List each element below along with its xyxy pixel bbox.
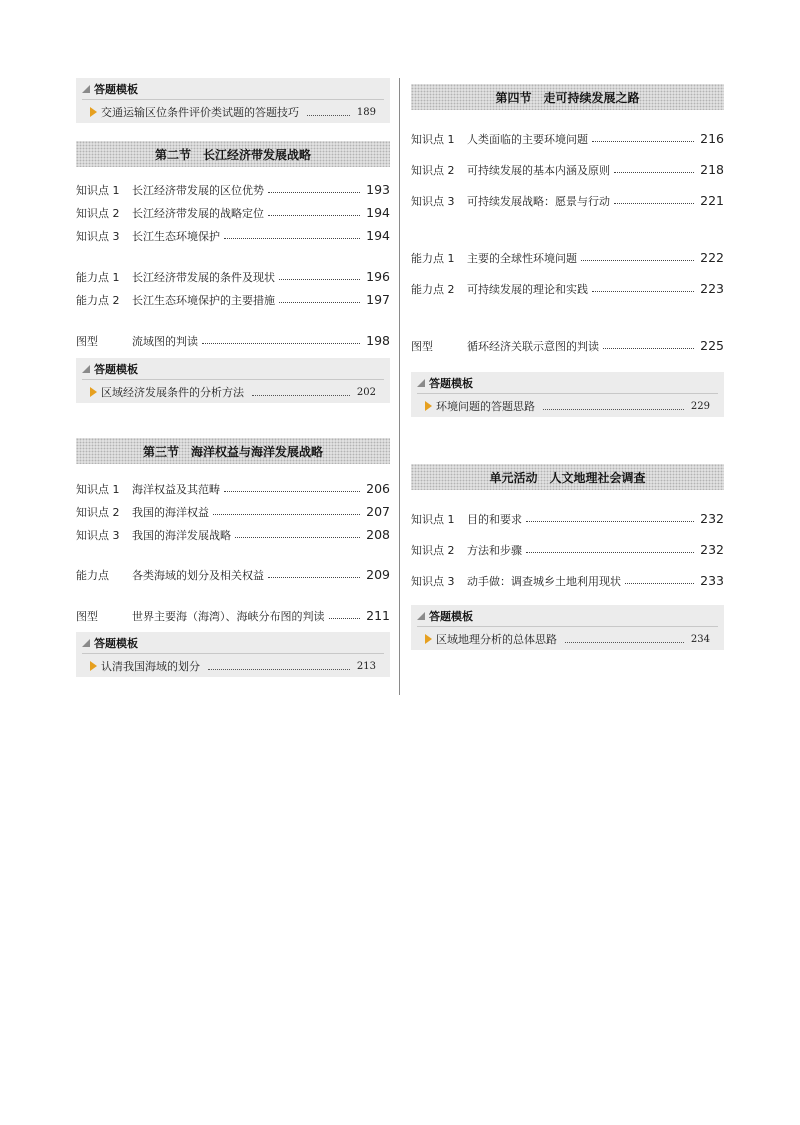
toc-entry-text: 可持续发展的理论和实践 bbox=[467, 282, 588, 296]
dot-leader bbox=[208, 669, 350, 670]
page-number: 218 bbox=[700, 162, 724, 177]
toc-entry[interactable] bbox=[76, 477, 390, 500]
dot-leader bbox=[268, 215, 360, 216]
play-arrow-icon bbox=[90, 387, 97, 397]
answer-template-box bbox=[411, 372, 724, 417]
entry-label: 知识点 2 bbox=[76, 505, 120, 519]
toc-entry-text: 目的和要求 bbox=[467, 512, 522, 526]
answer-template-box bbox=[76, 78, 390, 123]
toc-entry[interactable] bbox=[82, 104, 384, 120]
toc-entry-text: 循环经济关联示意图的判读 bbox=[467, 339, 599, 353]
dot-leader bbox=[279, 302, 360, 303]
page-number: 225 bbox=[700, 338, 724, 353]
toc-entry-text: 海洋权益及其范畴 bbox=[132, 482, 220, 496]
page-number: 216 bbox=[700, 131, 724, 146]
toc-entry[interactable] bbox=[76, 178, 390, 201]
toc-entry[interactable] bbox=[82, 384, 384, 400]
entry-label: 能力点 2 bbox=[411, 282, 455, 296]
toc-entry-text: 长江经济带发展的战略定位 bbox=[132, 206, 264, 220]
entry-label: 知识点 2 bbox=[76, 206, 120, 220]
toc-entry-text: 认清我国海域的划分 bbox=[101, 660, 200, 673]
corner-triangle-icon bbox=[417, 379, 425, 387]
toc-entry-text: 长江经济带发展的区位优势 bbox=[132, 183, 264, 197]
divider bbox=[82, 99, 384, 100]
dot-leader bbox=[625, 583, 694, 584]
section-heading bbox=[411, 84, 724, 110]
page-number: 233 bbox=[700, 573, 724, 588]
template-title: 答题模板 bbox=[429, 377, 473, 390]
toc-entry-text: 流域图的判读 bbox=[132, 334, 198, 348]
dot-leader bbox=[526, 521, 694, 522]
answer-template-box bbox=[76, 632, 390, 677]
entry-label: 能力点 1 bbox=[76, 270, 120, 284]
dot-leader bbox=[268, 192, 360, 193]
template-title: 答题模板 bbox=[94, 83, 138, 96]
dot-leader bbox=[307, 115, 350, 116]
play-arrow-icon bbox=[425, 401, 432, 411]
dot-leader bbox=[224, 238, 360, 239]
toc-entry[interactable] bbox=[411, 503, 724, 534]
dot-leader bbox=[268, 577, 360, 578]
play-arrow-icon bbox=[90, 661, 97, 671]
page-number: 232 bbox=[700, 542, 724, 557]
right-column bbox=[411, 78, 724, 650]
section-title: 第三节 海洋权益与海洋发展战略 bbox=[142, 444, 323, 459]
entry-label: 知识点 3 bbox=[76, 229, 120, 243]
page-number: 229 bbox=[690, 400, 710, 412]
toc-entry-text: 环境问题的答题思路 bbox=[436, 400, 535, 413]
toc-entry[interactable] bbox=[417, 398, 718, 414]
page-number: 234 bbox=[690, 633, 710, 645]
corner-triangle-icon bbox=[417, 612, 425, 620]
entry-label: 知识点 1 bbox=[76, 482, 120, 496]
page-number: 213 bbox=[356, 660, 376, 672]
toc-entry-text: 世界主要海（海湾）、海峡分布图的判读 bbox=[132, 609, 325, 623]
section-title: 第二节 长江经济带发展战略 bbox=[154, 147, 311, 162]
toc-entry[interactable] bbox=[411, 273, 724, 304]
toc-entry-text: 长江生态环境保护 bbox=[132, 229, 220, 243]
entry-label: 知识点 1 bbox=[411, 132, 455, 146]
toc-entry-text: 交通运输区位条件评价类试题的答题技巧 bbox=[101, 106, 299, 119]
entry-label: 知识点 2 bbox=[411, 543, 455, 557]
page-number: 202 bbox=[356, 386, 376, 398]
toc-entry[interactable] bbox=[82, 658, 384, 674]
dot-leader bbox=[252, 395, 350, 396]
corner-triangle-icon bbox=[82, 85, 90, 93]
toc-entry[interactable] bbox=[76, 288, 390, 311]
corner-triangle-icon bbox=[82, 365, 90, 373]
toc-entry[interactable] bbox=[76, 523, 390, 546]
template-title: 答题模板 bbox=[94, 637, 138, 650]
entry-label: 能力点 2 bbox=[76, 293, 120, 307]
page-number: 198 bbox=[366, 333, 390, 348]
play-arrow-icon bbox=[425, 634, 432, 644]
entry-label: 能力点 bbox=[76, 568, 109, 582]
toc-entry[interactable] bbox=[76, 500, 390, 523]
toc-entry-text: 区域地理分析的总体思路 bbox=[436, 633, 557, 646]
entry-label: 知识点 3 bbox=[411, 194, 455, 208]
page-number: 189 bbox=[356, 106, 376, 118]
toc-entry-text: 长江生态环境保护的主要措施 bbox=[132, 293, 275, 307]
dot-leader bbox=[543, 409, 684, 410]
toc-entry-text: 可持续发展的基本内涵及原则 bbox=[467, 163, 610, 177]
toc-entry[interactable] bbox=[76, 563, 390, 586]
toc-entry[interactable] bbox=[76, 201, 390, 224]
divider bbox=[82, 653, 384, 654]
answer-template-box bbox=[411, 605, 724, 650]
toc-entry-text: 方法和步骤 bbox=[467, 543, 522, 557]
entry-label: 图型 bbox=[76, 609, 98, 623]
dot-leader bbox=[565, 642, 684, 643]
toc-entry-text: 动手做：调查城乡土地利用现状 bbox=[467, 574, 621, 588]
toc-entry-text: 可持续发展战略：愿景与行动 bbox=[467, 194, 610, 208]
section-title: 第四节 走可持续发展之路 bbox=[495, 90, 640, 105]
toc-entry[interactable] bbox=[417, 631, 718, 647]
dot-leader bbox=[592, 141, 694, 142]
page-number: 193 bbox=[366, 182, 390, 197]
page-number: 223 bbox=[700, 281, 724, 296]
template-title: 答题模板 bbox=[429, 610, 473, 623]
column-divider bbox=[399, 78, 400, 695]
left-column bbox=[76, 78, 390, 677]
section-heading bbox=[76, 141, 390, 167]
answer-template-box bbox=[76, 358, 390, 403]
toc-entry-text: 长江经济带发展的条件及现状 bbox=[132, 270, 275, 284]
entry-label: 能力点 1 bbox=[411, 251, 455, 265]
toc-entry-text: 主要的全球性环境问题 bbox=[467, 251, 577, 265]
page-number: 194 bbox=[366, 205, 390, 220]
toc-entry-text: 人类面临的主要环境问题 bbox=[467, 132, 588, 146]
dot-leader bbox=[526, 552, 694, 553]
toc-entry[interactable] bbox=[411, 330, 724, 361]
entry-label: 图型 bbox=[76, 334, 98, 348]
toc-entry-text: 各类海域的划分及相关权益 bbox=[132, 568, 264, 582]
toc-entry[interactable] bbox=[76, 329, 390, 352]
dot-leader bbox=[213, 514, 360, 515]
page-number: 194 bbox=[366, 228, 390, 243]
toc-entry[interactable] bbox=[76, 265, 390, 288]
dot-leader bbox=[329, 618, 361, 619]
divider bbox=[417, 626, 718, 627]
play-arrow-icon bbox=[90, 107, 97, 117]
toc-entry-text: 我国的海洋权益 bbox=[132, 505, 209, 519]
dot-leader bbox=[592, 291, 694, 292]
page-number: 211 bbox=[366, 608, 390, 623]
entry-label: 知识点 1 bbox=[76, 183, 120, 197]
section-title: 单元活动 人文地理社会调查 bbox=[489, 470, 646, 485]
toc-entry[interactable] bbox=[76, 224, 390, 247]
dot-leader bbox=[279, 279, 360, 280]
toc-entry[interactable] bbox=[411, 565, 724, 596]
toc-entry[interactable] bbox=[76, 604, 390, 627]
toc-entry[interactable] bbox=[411, 123, 724, 154]
entry-label: 知识点 2 bbox=[411, 163, 455, 177]
dot-leader bbox=[614, 203, 694, 204]
page-number: 196 bbox=[366, 269, 390, 284]
page-number: 208 bbox=[366, 527, 390, 542]
toc-entry-text: 我国的海洋发展战略 bbox=[132, 528, 231, 542]
page-number: 197 bbox=[366, 292, 390, 307]
entry-label: 知识点 3 bbox=[411, 574, 455, 588]
page-number: 206 bbox=[366, 481, 390, 496]
divider bbox=[82, 379, 384, 380]
entry-label: 图型 bbox=[411, 339, 433, 353]
dot-leader bbox=[224, 491, 360, 492]
page-number: 209 bbox=[366, 567, 390, 582]
page-number: 207 bbox=[366, 504, 390, 519]
toc-entry[interactable] bbox=[411, 534, 724, 565]
entry-label: 知识点 1 bbox=[411, 512, 455, 526]
toc-entry-text: 区域经济发展条件的分析方法 bbox=[101, 386, 244, 399]
dot-leader bbox=[581, 260, 694, 261]
corner-triangle-icon bbox=[82, 639, 90, 647]
dot-leader bbox=[603, 348, 694, 349]
section-heading bbox=[76, 438, 390, 464]
section-heading bbox=[411, 464, 724, 490]
toc-entry[interactable] bbox=[411, 185, 724, 216]
toc-entry[interactable] bbox=[411, 154, 724, 185]
dot-leader bbox=[235, 537, 360, 538]
toc-entry[interactable] bbox=[411, 242, 724, 273]
dot-leader bbox=[202, 343, 360, 344]
divider bbox=[417, 393, 718, 394]
template-title: 答题模板 bbox=[94, 363, 138, 376]
page-number: 221 bbox=[700, 193, 724, 208]
dot-leader bbox=[614, 172, 694, 173]
entry-label: 知识点 3 bbox=[76, 528, 120, 542]
page-number: 232 bbox=[700, 511, 724, 526]
page-number: 222 bbox=[700, 250, 724, 265]
